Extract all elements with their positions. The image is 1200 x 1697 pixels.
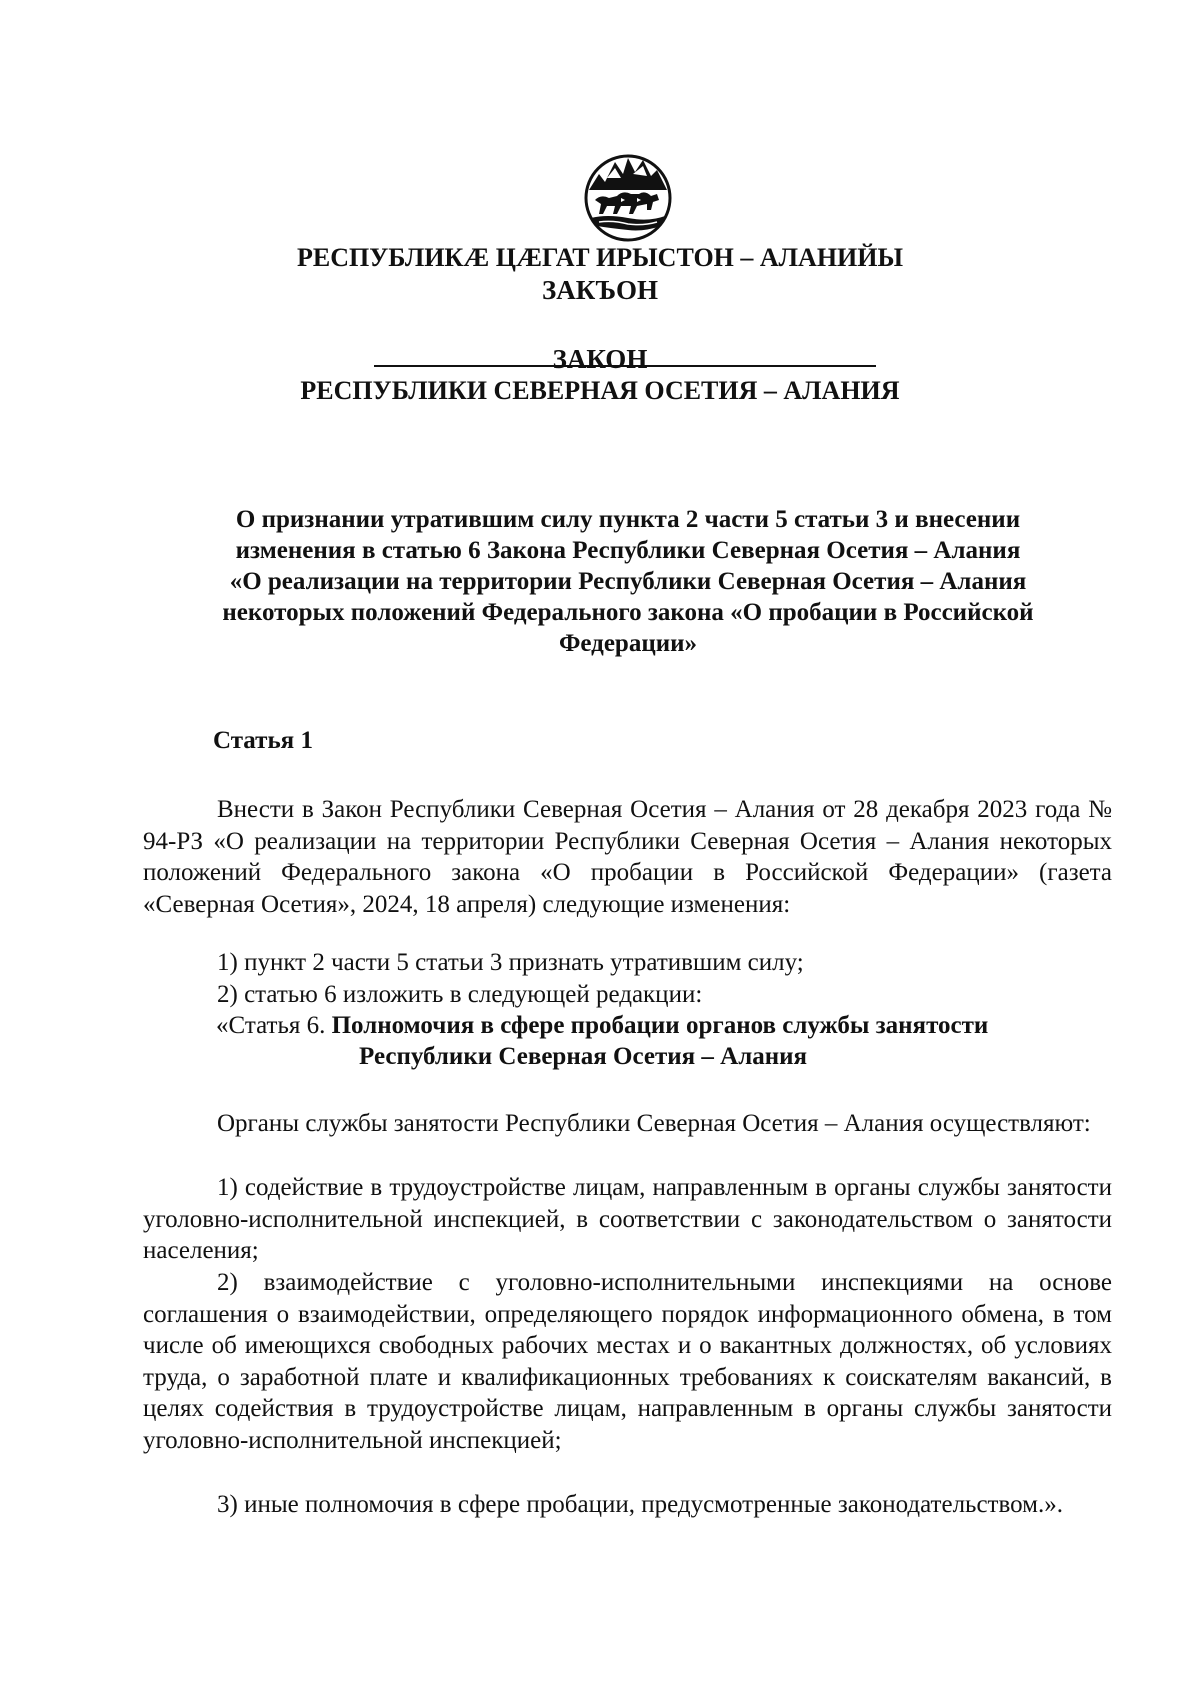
law-title-line: изменения в статью 6 Закона Республики Северная Осетия – Алания <box>235 537 1021 564</box>
new-article-intro-paragraph <box>143 1108 1112 1140</box>
new-article-heading <box>216 1010 1116 1072</box>
law-title-line: «О реализации на территории Республики Северная Осетия – Алания <box>229 568 1027 595</box>
ossetian-republic-name: РЕСПУБЛИКÆ ЦÆГАТ ИРЫСТОН – АЛАНИЙЫ <box>296 243 904 272</box>
law-title-line: Федерации» <box>558 630 698 657</box>
new-article-item-2-text: 2) взаимодействие с уголовно-исполнительными инспекциями на основе соглашения о взаимодействии, определяющего порядок информационного обмена, в том числе об имеющихся свободных рабочих местах и о вакантных должностях, об условиях труда, о заработной плате и квалификационных требованиях к соискателям вакансий, в целях содействия в трудоустройстве лицам, направленным в органы службы занятости уголовно-исполнительной инспекцией; <box>143 1269 1112 1454</box>
new-article-item-2 <box>143 1267 1112 1457</box>
amendment-item-2-text: 2) статью 6 изложить в следующей редакции: <box>217 981 703 1008</box>
law-title-line: некоторых положений Федерального закона «О пробации в Российской <box>222 599 1034 626</box>
article-intro-paragraph <box>143 794 1112 920</box>
new-article-title-line-2: Республики Северная Осетия – Алания <box>359 1043 808 1070</box>
new-article-item-1 <box>143 1172 1112 1267</box>
new-article-prefix: «Статья 6. <box>216 1012 332 1039</box>
new-article-item-1-text: 1) содействие в трудоустройстве лицам, направленным в органы службы занятости уголовно-исполнительной инспекцией, в соответствии с законодательством о занятости населения; <box>143 1174 1112 1265</box>
ossetian-law-word: ЗАКЪОН <box>542 275 658 305</box>
article-heading: Статья 1 <box>213 727 313 754</box>
amendment-item-1-text: 1) пункт 2 части 5 статьи 3 признать утратившим силу; <box>217 949 804 976</box>
law-word: ЗАКОН <box>552 344 648 374</box>
amendment-item-2 <box>143 979 1112 1011</box>
new-article-intro-text: Органы службы занятости Республики Северная Осетия – Алания осуществляют: <box>217 1110 1091 1137</box>
amendment-item-1 <box>143 947 1112 979</box>
new-article-item-3-text: 3) иные полномочия в сфере пробации, предусмотренные законодательством.». <box>217 1491 1063 1518</box>
new-article-item-3 <box>143 1489 1112 1521</box>
law-title <box>150 504 1106 659</box>
new-article-title-line-1: Полномочия в сфере пробации органов службы занятости <box>331 1012 989 1039</box>
russian-republic-name: РЕСПУБЛИКИ СЕВЕРНАЯ ОСЕТИЯ – АЛАНИЯ <box>300 376 900 405</box>
law-title-line: О признании утратившим силу пункта 2 части 5 статьи 3 и внесении <box>235 506 1021 533</box>
article-intro-text: Внести в Закон Республики Северная Осетия – Алания от 28 декабря 2023 года № 94-РЗ «О реализации на территории Республики Северная Осетия – Алания некоторых положений Федерального закона «О пробации в Российской Федерации» (газета «Северная Осетия», 2024, 18 апреля) следующие изменения: <box>143 796 1112 918</box>
coat-of-arms-emblem-icon <box>577 144 679 244</box>
